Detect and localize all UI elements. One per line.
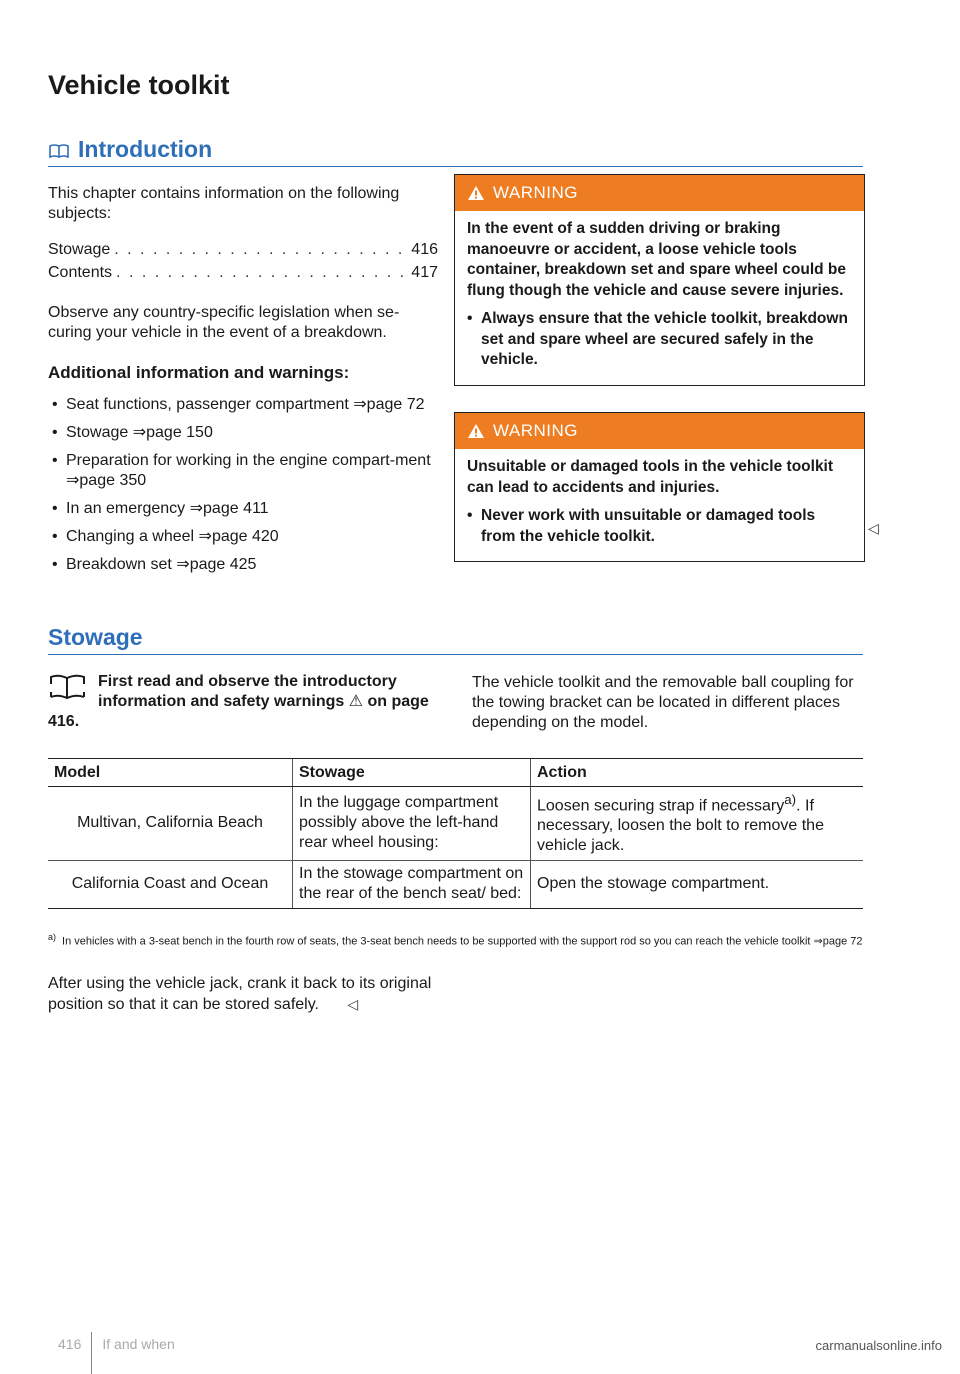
end-of-section-icon: ◁ — [868, 520, 879, 536]
intro-lead: This chapter contains information on the following subjects: — [48, 185, 400, 222]
column-header: Action — [531, 759, 864, 787]
toc-row[interactable] — [48, 240, 438, 260]
table-header-row — [48, 759, 863, 787]
table-row — [48, 787, 863, 861]
closing-paragraph: After using the vehicle jack, crank it back to its original position so that it can be stored safely. — [48, 975, 432, 1013]
warning-box — [454, 174, 865, 386]
warning-title: WARNING — [493, 183, 579, 202]
open-book-icon — [48, 673, 88, 703]
warning-title: WARNING — [493, 421, 579, 440]
table-cell: Multivan, California Beach — [48, 787, 293, 861]
list-item[interactable]: • Seat functions, passenger compartment ⇒page 72 — [48, 395, 438, 415]
warning-box — [454, 412, 865, 562]
end-of-section-icon: ◁ — [347, 996, 359, 1012]
stowage-intro-text: The vehicle toolkit and the removable ball coupling for the towing bracket can be located in different places depending on the model. — [472, 674, 854, 731]
warning-text: Unsuitable or damaged tools in the vehicle toolkit can lead to accidents and injuries. — [467, 458, 834, 496]
intro-notice-text: First read and observe the introductory information and safety warnings ⚠ on page 416. — [48, 673, 429, 730]
column-header: Stowage — [293, 759, 531, 787]
page-title: Vehicle toolkit — [48, 70, 230, 100]
footnote-text: In vehicles with a 3-seat bench in the fourth row of seats, the 3-seat bench needs to be supported with the support rod so you can reach the vehicle toolkit ⇒page 72 — [62, 935, 863, 948]
action-text: . If necessary, loosen the bolt to remove the vehicle jack. — [537, 797, 824, 855]
intro-notice — [48, 672, 448, 732]
footnote-mark: a) — [48, 932, 57, 942]
table-cell: California Coast and Ocean — [48, 861, 293, 909]
introduction-heading — [48, 136, 863, 167]
list-item[interactable]: • Changing a wheel ⇒page 420 — [48, 527, 438, 547]
toc-label: Contents — [48, 264, 113, 281]
list-item[interactable]: • Stowage ⇒page 150 — [48, 423, 438, 443]
table-cell: Open the stowage compartment. — [531, 861, 864, 909]
stowage-heading — [48, 624, 863, 655]
additional-info-list — [48, 395, 438, 575]
warning-header — [455, 413, 864, 449]
legislation-text: Observe any country-specific legislation when se-curing your vehicle in the event of a breakdown. — [48, 304, 400, 341]
closing-text — [48, 974, 468, 1015]
action-text: Loosen securing strap if necessary — [537, 797, 785, 815]
footer-section: If and when — [102, 1336, 175, 1352]
warning-triangle-icon — [467, 423, 485, 439]
page-number: 416 — [58, 1336, 82, 1352]
table-cell: In the stowage compartment on the rear of the bench seat/ bed: — [293, 861, 531, 909]
list-item[interactable]: • Breakdown set ⇒page 425 — [48, 555, 438, 575]
introduction-heading-label: Introduction — [78, 136, 213, 162]
warning-text: In the event of a sudden driving or braking manoeuvre or accident, a loose vehicle tools container, breakdown set and spare wheel could be flung though the vehicle and cause severe injuries. — [467, 220, 846, 299]
warning-header — [455, 175, 864, 211]
toc-page: 417 — [411, 264, 438, 281]
toc-label: Stowage — [48, 241, 111, 258]
book-icon — [48, 143, 70, 164]
stowage-heading-label: Stowage — [48, 624, 143, 650]
footnote-ref[interactable]: a) — [784, 792, 797, 807]
toc-page: 416 — [411, 241, 438, 258]
table-row — [48, 861, 863, 909]
table-cell — [531, 787, 864, 861]
warning-triangle-icon — [467, 185, 485, 201]
warning-bullet: • Never work with unsuitable or damaged tools from the vehicle toolkit. — [467, 506, 852, 547]
intro-column — [48, 184, 438, 583]
column-header: Model — [48, 759, 293, 787]
additional-info-heading: Additional information and warnings: — [48, 363, 350, 382]
warning-bullet: • Always ensure that the vehicle toolkit, breakdown set and spare wheel are secured safely in the vehicle. — [467, 309, 852, 371]
footnote — [48, 930, 863, 949]
list-item[interactable]: • In an emergency ⇒page 411 — [48, 499, 438, 519]
page-footer — [58, 1336, 175, 1374]
list-item[interactable]: • Preparation for working in the engine compart-ment ⇒page 350 — [48, 451, 438, 491]
stowage-table — [48, 758, 863, 909]
toc-row[interactable] — [48, 263, 438, 283]
table-cell: In the luggage compartment possibly above the left-hand rear wheel housing: — [293, 787, 531, 861]
watermark: carmanualsonline.info — [815, 1338, 942, 1353]
